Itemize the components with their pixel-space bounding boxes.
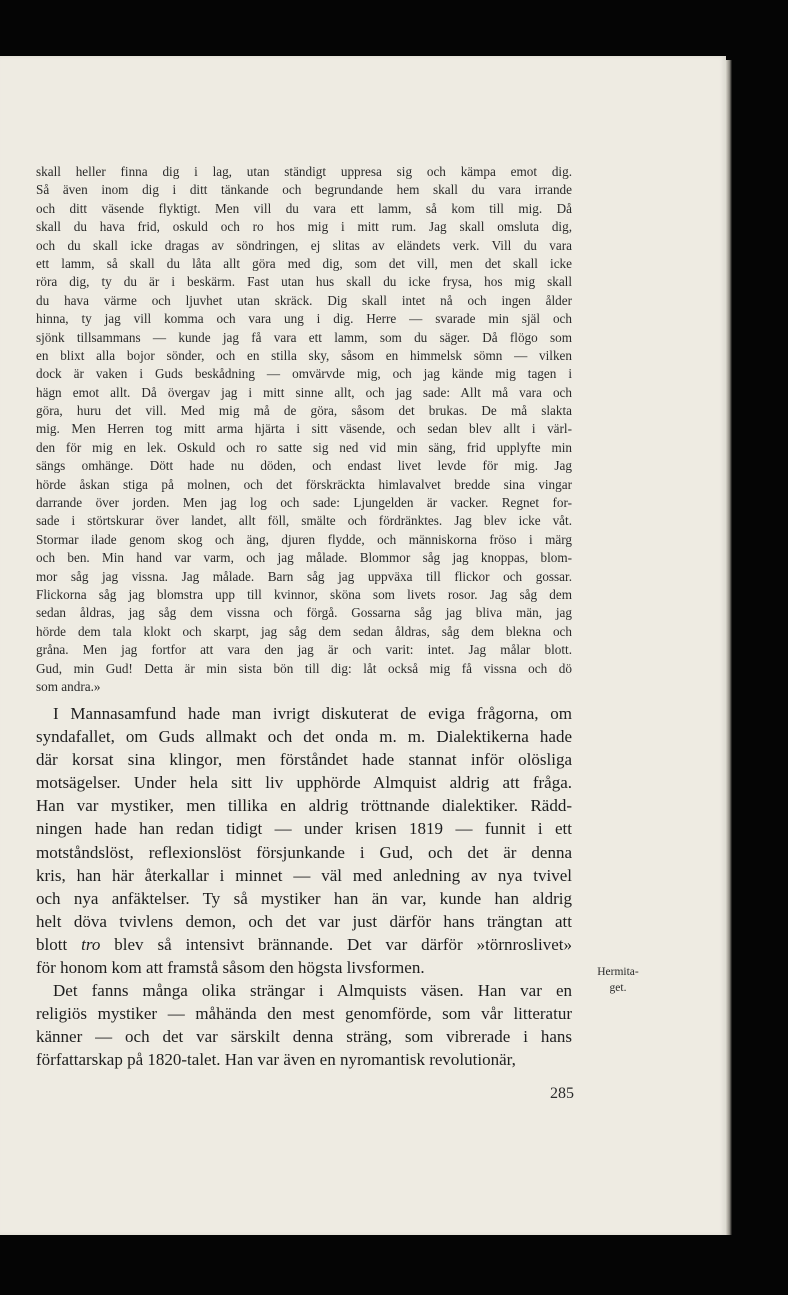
page-edge — [726, 60, 732, 1235]
quote-line: som andra.» — [36, 678, 101, 694]
text-line: motståndslöst, reflexionslöst försjunkande i Gud, och det är denna — [36, 842, 572, 862]
quote-line: göra, huru det vill. Med mig må de göra, såsom det brukas. De må slakta — [36, 403, 572, 419]
quote-line: Flickorna såg jag blomstra upp till kvinnor, sköna som livets rosor. Jag såg dem — [36, 586, 572, 602]
quote-line: den för mig en lek. Oskuld och ro satte sig ned vid min säng, frid upplyfte min — [36, 439, 572, 455]
page-number: 285 — [550, 1085, 574, 1102]
quote-line: mor såg jag vissna. Jag målade. Barn såg jag uppväxa till flickor och gossar. — [36, 568, 572, 584]
quote-line: ett lamm, så skall du låta allt göra med dig, som det vill, men det skall icke — [36, 255, 572, 271]
main-text — [36, 702, 572, 1072]
quote-line: Så även inom dig i ditt tänkande och begrundande hem skall du vara irrande — [36, 182, 572, 198]
text-line: och nya anfäktelser. Ty så mystiker han än var, kunde han aldrig — [36, 888, 572, 908]
quote-line: sedan åldras, jag såg dem vissna och förgå. Gossarna såg jag bliva män, jag — [36, 605, 572, 621]
quote-line: sade i störtskurar över landet, allt föll, smälte och fördränktes. Jag blev icke våt. — [36, 513, 572, 529]
quote-line: sängs omhänge. Dött hade nu döden, och endast livet levde för mig. Jag — [36, 458, 572, 474]
emphasis: tro — [81, 934, 101, 954]
quote-line: gråna. Men jag fortfor att vara den jag är och varit: intet. Jag målar blott. — [36, 642, 572, 658]
quote-line: en blixt alla bojor sönder, och en stilla sky, såsom en himmelsk sömn — vilken — [36, 347, 572, 363]
text-line: där korsat sina klingor, men förståndet hade stannat inför olösliga — [36, 750, 572, 770]
text-line: syndafallet, om Guds allmakt och det onda m. m. Dialektikerna hade — [36, 727, 572, 747]
quote-line: och ditt väsende flyktigt. Men vill du vara ett lamm, så kom till mig. Då — [36, 200, 572, 216]
quote-line: Stormar ilade genom skog och äng, djuren flydde, och människorna fröso i märg — [36, 531, 572, 547]
text-line: för honom kom att framstå såsom den högsta livsformen. — [36, 958, 425, 978]
margin-note — [588, 964, 648, 996]
quote-line: hörde åskan stiga på molnen, och det förskräckta himlavalvet bredde sina vingar — [36, 476, 572, 492]
quote-line: du hava värme och ljuvhet utan skräck. Dig skall intet nå och ingen ålder — [36, 292, 572, 308]
quote-line: darrande över jorden. Men jag log och sade: Ljungelden är vacker. Regnet for- — [36, 495, 572, 511]
quote-line: röra dig, ty du är i beskärm. Fast utan hus skall du icke frysa, hos mig skall — [36, 274, 572, 290]
quote-line: Gud, min Gud! Detta är min sista bön till dig: låt också mig få vissna och dö — [36, 660, 572, 676]
text-line: känner — och det var särskilt denna sträng, som vibrerade i hans — [36, 1027, 572, 1047]
text-line: motsägelser. Under hela sitt liv upphörde Almquist aldrig att fråga. — [36, 773, 572, 793]
text-line: författarskap på 1820-talet. Han var även en nyromantisk revolutionär, — [36, 1050, 516, 1070]
quote-line: hinna, ty jag vill komma och vara ung i dig. Herre — svarade min själ och — [36, 311, 572, 327]
quote-line: skall du hava frid, oskuld och ro hos mig i mitt rum. Jag skall omsluta dig, — [36, 219, 572, 235]
text-line: I Mannasamfund hade man ivrigt diskuterat de eviga frågorna, om — [53, 704, 572, 723]
quote-line: mig. Men Herren tog mitt arma hjärta i sitt väsende, och sedan blev allt i värl- — [36, 421, 572, 437]
quote-line: skall heller finna dig i lag, utan ständigt uppresa sig och kämpa emot dig. — [36, 164, 572, 179]
quote-line: hägn emot allt. Då övergav jag i mitt sinne allt, och jag sade: Allt må vara och — [36, 384, 572, 400]
text-line: religiös mystiker — måhända den mest genomförde, som vår litteratur — [36, 1004, 572, 1024]
text-line: Han var mystiker, men tillika en aldrig tröttnande dialektiker. Rädd- — [36, 796, 572, 816]
quote-line: och du skall icke dragas av söndringen, ej slitas av eländets verk. Vill du vara — [36, 237, 572, 253]
text-line: Det fanns många olika strängar i Almquists väsen. Han var en — [53, 981, 572, 1001]
text-line: helt döva tvivlens demon, och det var just därför hans trängtan att — [36, 911, 572, 931]
quote-line: dock är vaken i Guds beskådning — omvärvde mig, och jag kände mig tagen i — [36, 366, 572, 382]
text-line: blott tro blev så intensivt brännande. Det var därför »törnroslivet» — [36, 934, 572, 954]
margin-note-line: get. — [609, 982, 627, 994]
text-line: kris, han här återkallar i minnet — väl med anledning av nya tvivel — [36, 865, 572, 885]
margin-note-line: Hermita- — [597, 966, 639, 978]
text-line: ningen hade han redan tidigt — under krisen 1819 — funnit i ett — [36, 819, 572, 839]
quote-line: sjönk tillsammans — kunde jag få vara ett lamm, som du säger. Då flögo som — [36, 329, 572, 345]
quote-line: och ben. Min hand var varm, och jag målade. Blommor såg jag knoppas, blom- — [36, 550, 572, 566]
quote-block — [36, 163, 572, 696]
quote-line: hörde dem tala klokt och skarpt, jag såg dem sedan åldras, såg dem blekna och — [36, 623, 572, 639]
